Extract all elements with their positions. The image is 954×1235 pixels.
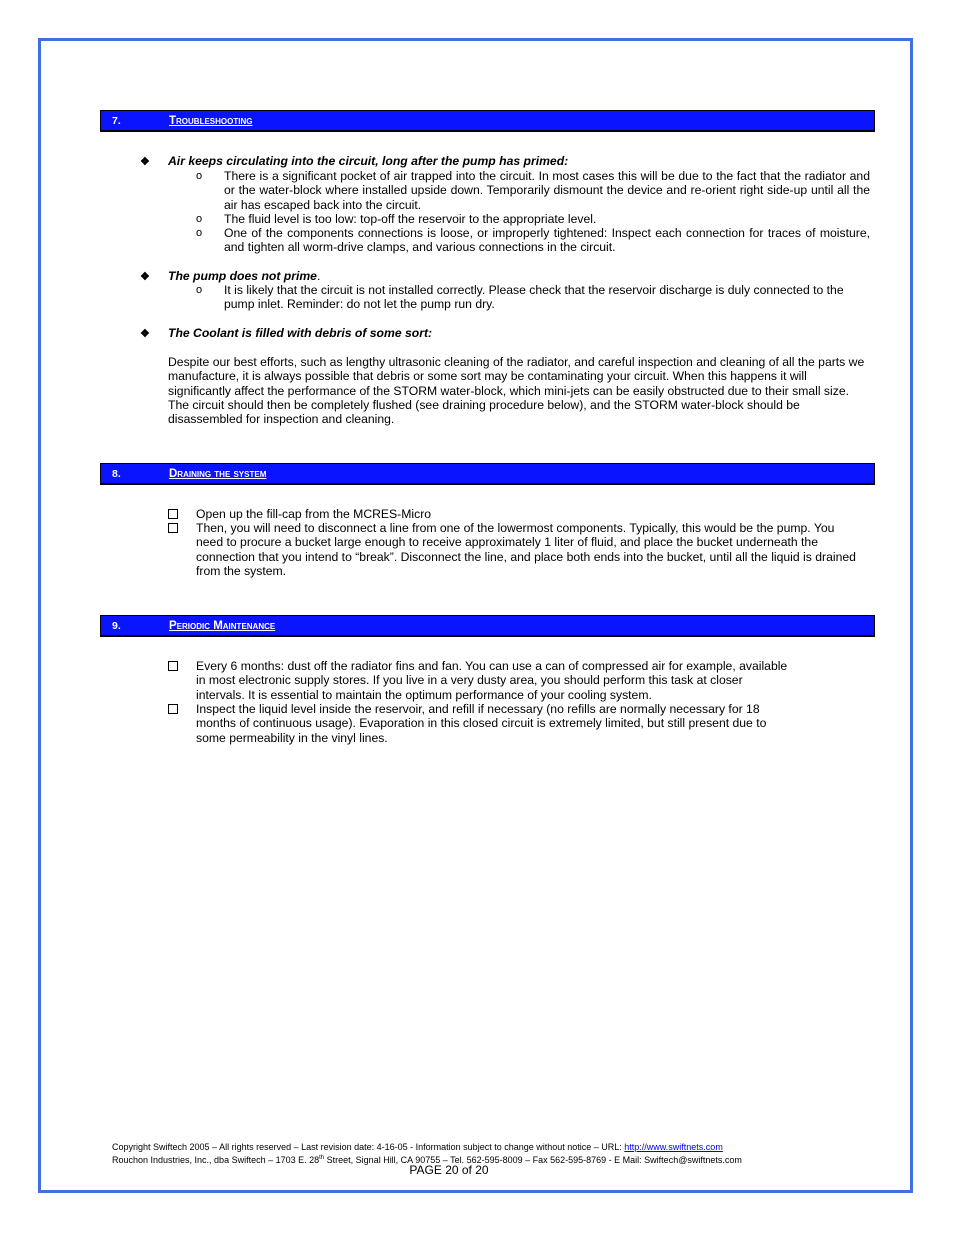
list-item: o One of the components connections is loose, or improperly tightened: Inspect each connection for traces of moisture, and tighten all worm-drive clamps, and various connections in the circuit. — [196, 226, 870, 255]
circle-bullet-icon: o — [196, 213, 203, 225]
bullet-heading-air: ❖ Air keeps circulating into the circuit, long after the pump has primed: — [140, 154, 569, 168]
section-header-troubleshooting — [100, 110, 875, 132]
circle-bullet-icon: o — [196, 284, 203, 296]
copyright-line: Copyright Swiftech 2005 – All rights reserved – Last revision date: 4-16-05 - Information subject to change without notice – URL: http://www.swiftnets.com — [112, 1142, 723, 1152]
section-number: 8. — [112, 468, 121, 480]
checkbox-bullet-icon — [168, 661, 178, 671]
section-header-maintenance — [100, 615, 875, 637]
section-title[interactable]: Periodic Maintenance — [169, 620, 276, 632]
circle-bullet-icon: o — [196, 170, 203, 182]
list-item: Then, you will need to disconnect a line from one of the lowermost components. Typically, this would be the pump. You need to procure a bucket large enough to receive approximately 1 liter of fluid, and place the bucket underneath the connection that you intend to “break”. Disconnect the line, and place both ends into the bucket, until all the liquid is drained from the system. — [168, 521, 858, 578]
website-link[interactable]: http://www.swiftnets.com — [624, 1142, 723, 1152]
section-number: 7. — [112, 115, 121, 127]
section-number: 9. — [112, 620, 121, 632]
diamond-bullet-icon: ❖ — [140, 328, 150, 340]
bullet-heading-pump: ❖ The pump does not prime. — [140, 269, 321, 283]
list-item: Inspect the liquid level inside the reservoir, and refill if necessary (no refills are normally necessary for 18 months of continuous usage). Evaporation in this closed circuit is extremely limited, but still present due to some permeability in the vinyl lines. — [168, 702, 790, 745]
address-line: Rouchon Industries, Inc., dba Swiftech – 1703 E. 28th Street, Signal Hill, CA 90755 – Tel. 562-595-8009 – Fax 562-595-8769 - E Mail: Swiftech@swiftnets.com — [112, 1155, 742, 1165]
checkbox-bullet-icon — [168, 509, 178, 519]
checkbox-bullet-icon — [168, 704, 178, 714]
list-item: o There is a significant pocket of air trapped into the circuit. In most cases this will be due to the fact that the radiator and or the water-block where installed upside down. Temporarily dismount the device and re-orient right side-up until all the air has escaped back into the circuit. — [196, 169, 870, 212]
diamond-bullet-icon: ❖ — [140, 271, 150, 283]
diamond-bullet-icon: ❖ — [140, 156, 150, 168]
section-title[interactable]: Troubleshooting — [169, 115, 253, 127]
list-item: o The fluid level is too low: top-off the reservoir to the appropriate level. — [196, 212, 597, 226]
page-number: PAGE 20 of 20 — [409, 1163, 489, 1177]
list-item: Open up the fill-cap from the MCRES-Micro — [168, 507, 858, 521]
list-item: o It is likely that the circuit is not installed correctly. Please check that the reservoir discharge is duly connected to the pump inlet. Reminder: do not let the pump run dry. — [196, 283, 844, 312]
debris-paragraph: Despite our best efforts, such as lengthy ultrasonic cleaning of the radiator, and careful inspection and cleaning of all the parts we manufacture, it is always possible that debris or some sort may be contaminating your circuit. When this happens it will significantly affect the performance of the STORM water-block, which mini-jets can be easily obstructed due to their small size. The circuit should then be completely flushed (see draining procedure below), and the STORM water-block should be disassembled for inspection and cleaning. — [168, 355, 865, 427]
list-item: Every 6 months: dust off the radiator fins and fan. You can use a can of compressed air for example, available in most electronic supply stores. If you live in a very dusty area, you should perform this task at closer intervals. It is essential to maintain the optimum performance of your cooling system. — [168, 659, 790, 702]
checkbox-bullet-icon — [168, 523, 178, 533]
circle-bullet-icon: o — [196, 227, 203, 239]
section-title[interactable]: Draining the system — [169, 468, 267, 480]
section-header-draining — [100, 463, 875, 485]
bullet-heading-debris: ❖ The Coolant is filled with debris of some sort: — [140, 326, 433, 340]
